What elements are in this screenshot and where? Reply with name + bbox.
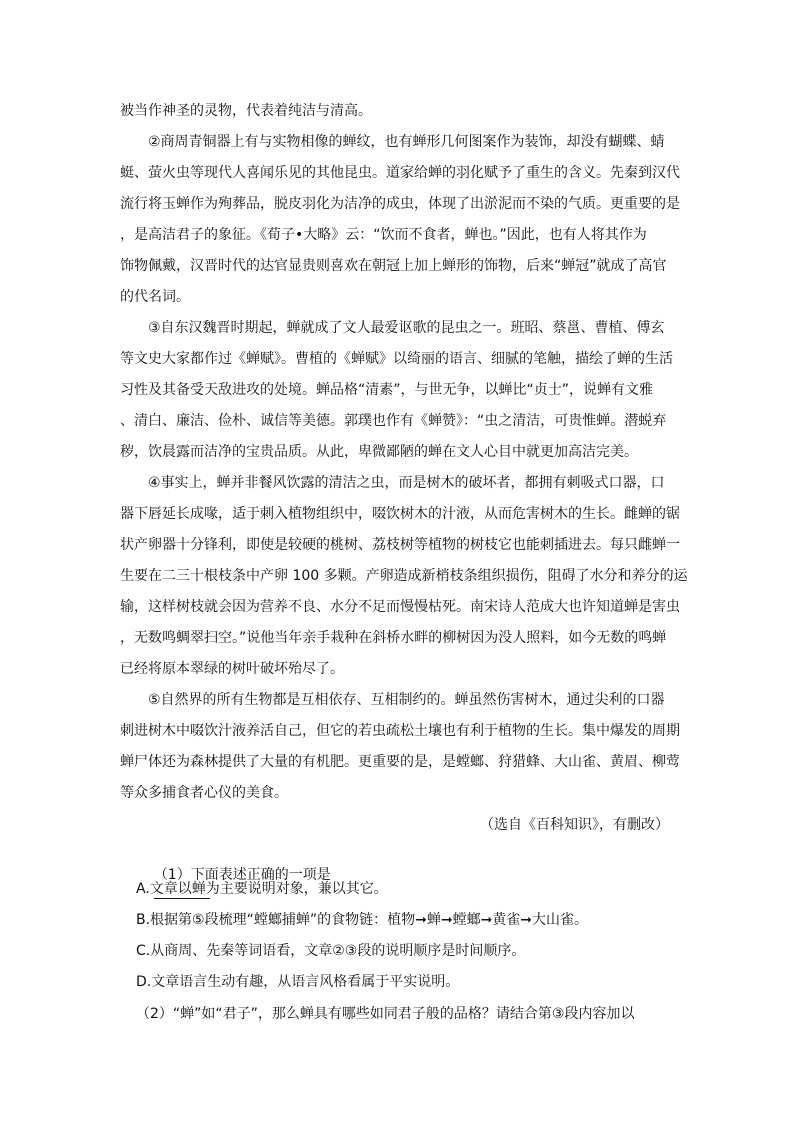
paragraph-3-line: 、清白、廉洁、俭朴、诚信等美德。郭璞也作有《蝉赞》：“虫之清洁，可贵惟蝉。潜蜕弃 — [120, 413, 667, 429]
paragraph-2-line: 流行将玉蝉作为殉葬品，脱皮羽化为洁净的成虫，体现了出淤泥而不染的气质。更重要的是 — [120, 196, 680, 212]
paragraph-2-line: 饰物佩戴，汉晋时代的达官显贵则喜欢在朝冠上加上蝉形的饰物，后来“蝉冠”就成了高官 — [120, 258, 667, 274]
option-a: A.文章以蝉为主要说明对象，兼以其它。 — [136, 881, 388, 897]
paragraph-4-line: 状产卵器十分锋利，即使是较硬的桃树、荔枝树等植物的树枝它也能刺插进去。每只雌蝉一 — [120, 537, 680, 553]
paragraph-5-line: 刺进树木中啜饮汁液养活自己，但它的若虫疏松土壤也有利于植物的生长。集中爆发的周期 — [120, 723, 680, 739]
paragraph-3-line: 等文史大家都作过《蝉赋》。曹植的《蝉赋》以绮丽的语言、细腻的笔触，描绘了蝉的生活 — [120, 351, 673, 367]
option-b: B.根据第⑤段梳理“螳螂捕蝉”的食物链：植物➞蝉➞螳螂➞黄雀➞大山雀。 — [136, 912, 589, 928]
paragraph-4-line: 器下唇延长成喙，适于刺入植物组织中，啜饮树木的汁液，从而危害树木的生长。雌蝉的锯 — [120, 506, 680, 522]
paragraph-3-line: ③自东汉魏晋时期起，蝉就成了文人最爱讴歌的昆虫之一。班昭、蔡邕、曹植、傅玄 — [148, 320, 665, 336]
paragraph-4-line: 已经将原本翠绿的树叶破坏殆尽了。 — [120, 661, 344, 677]
paragraph-5-line: ⑤自然界的所有生物都是互相依存、互相制约的。蝉虽然伤害树木，通过尖利的口器 — [148, 692, 665, 708]
question-2-stem: （2）“蝉”如“君子”，那么蝉具有哪些如同君子般的品格？请结合第③段内容加以 — [136, 1006, 635, 1022]
paragraph-2-line: 蜓、萤火虫等现代人喜闻乐见的其他昆虫。道家给蝉的羽化赋予了重生的含义。先秦到汉代 — [120, 165, 680, 181]
paragraph-4-line: 输，这样树枝就会因为营养不良、水分不足而慢慢枯死。南宋诗人范成大也许知道蝉是害虫 — [120, 599, 680, 615]
option-c: C.从商周、先秦等词语看，文章②③段的说明顺序是时间顺序。 — [136, 943, 526, 959]
article-source: （选自《百科知识》，有删改） — [480, 817, 669, 833]
paragraph-4-line: ，无数鸣蜩翠扫空。”说他当年亲手栽种在斜桥水畔的柳树因为没人照料，如今无数的鸣蝉 — [120, 630, 667, 646]
paragraph-3-line: 习性及其备受天敌进攻的处境。蝉品格“清素”，与世无争，以蝉比“贞士”，说蝉有文雅 — [120, 382, 654, 398]
question-1-text: （1）下面表述正确的一项是 — [153, 867, 331, 883]
paragraph-2-line: ②商周青铜器上有与实物相像的蝉纹，也有蝉形几何图案作为装饰，却没有蝴蝶、蜻 — [148, 134, 665, 150]
paragraph-4-line: 生要在二三十根枝条中产卵 100 多颗。产卵造成新梢枝条组织损伤，阻碍了水分和养分的运 — [120, 568, 688, 584]
paragraph-2-line: ，是高洁君子的象征。《荀子•大略》云：“饮而不食者，蝉也。”因此，也有人将其作为 — [120, 227, 647, 243]
paragraph-5-line: 等众多捕食者心仪的美食。 — [120, 785, 288, 801]
paragraph-4-line: ④事实上，蝉并非餐风饮露的清洁之虫，而是树木的破坏者，都拥有刺吸式口器，口 — [148, 475, 665, 491]
paragraph-5-line: 蝉尸体还为森林提供了大量的有机肥。更重要的是，是螳螂、狩猎蜂、大山雀、黄眉、柳莺 — [120, 754, 680, 770]
option-d: D.文章语言生动有趣，从语言风格看属于平实说明。 — [136, 974, 460, 990]
paragraph-2-line: 的代名词。 — [120, 289, 190, 305]
paragraph-3-line: 秽，饮晨露而洁净的宝贵品质。从此，卑微鄙陋的蝉在文人心目中就更加高洁完美。 — [120, 444, 638, 460]
article-line: 被当作神圣的灵物，代表着纯洁与清高。 — [120, 103, 372, 119]
